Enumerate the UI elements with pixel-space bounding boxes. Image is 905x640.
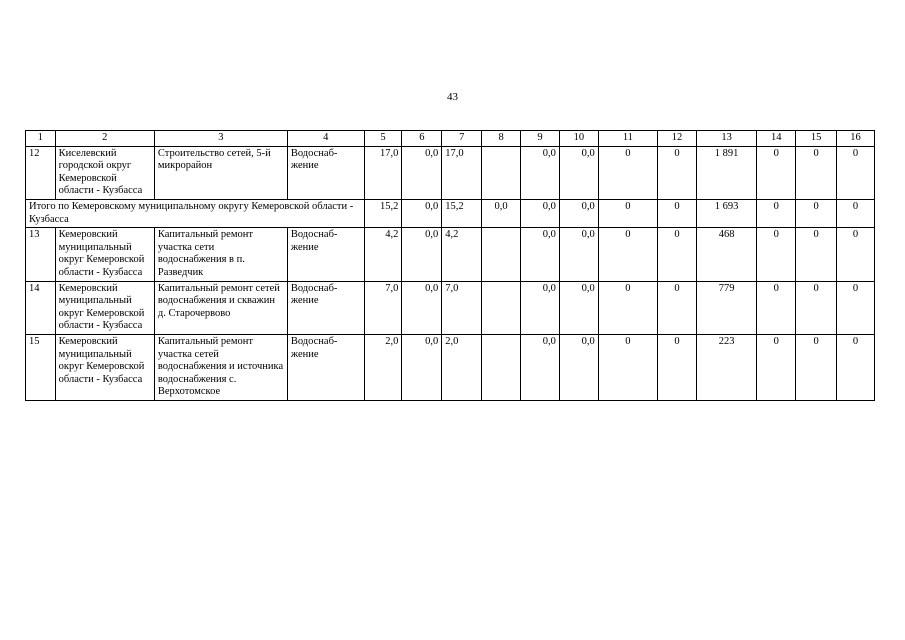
value-cell-7: 17,0: [442, 146, 482, 199]
column-header-16: 16: [837, 131, 875, 147]
value-cell-8: [482, 228, 521, 281]
project-cell: Капитальный ремонт участка сетей водоснабжения и источника водоснабжения с. Верхотомское: [154, 334, 287, 400]
value-cell-16: 0: [837, 228, 875, 281]
column-header-3: 3: [154, 131, 287, 147]
owner-cell: Кемеровский муниципальный округ Кемеровской области - Кузбасса: [55, 228, 154, 281]
value-cell-14: 0: [757, 228, 796, 281]
value-cell-6: 0,0: [402, 199, 442, 227]
header-row: [26, 131, 875, 147]
value-cell-15: 0: [796, 228, 837, 281]
column-header-5: 5: [364, 131, 402, 147]
table-row: [26, 228, 875, 281]
value-cell-13: 468: [696, 228, 756, 281]
value-cell-5: 2,0: [364, 334, 402, 400]
value-cell-14: 0: [757, 146, 796, 199]
value-cell-15: 0: [796, 199, 837, 227]
value-cell-16: 0: [837, 199, 875, 227]
owner-cell: Кемеровский муниципальный округ Кемеровской области - Кузбасса: [55, 281, 154, 334]
column-header-15: 15: [796, 131, 837, 147]
column-header-14: 14: [757, 131, 796, 147]
value-cell-8: 0,0: [482, 199, 521, 227]
value-cell-12: 0: [658, 146, 697, 199]
value-cell-5: 7,0: [364, 281, 402, 334]
value-cell-13: 1 891: [696, 146, 756, 199]
value-cell-14: 0: [757, 281, 796, 334]
table-row: [26, 281, 875, 334]
value-cell-9: 0,0: [521, 334, 560, 400]
value-cell-6: 0,0: [402, 228, 442, 281]
value-cell-15: 0: [796, 334, 837, 400]
value-cell-13: 779: [696, 281, 756, 334]
value-cell-10: 0,0: [559, 146, 598, 199]
project-cell: Капитальный ремонт сетей водоснабжения и скважин д. Старочервово: [154, 281, 287, 334]
value-cell-7: 7,0: [442, 281, 482, 334]
value-cell-5: 15,2: [364, 199, 402, 227]
owner-cell: Киселевский городской округ Кемеровской области - Кузбасса: [55, 146, 154, 199]
value-cell-12: 0: [658, 228, 697, 281]
value-cell-5: 17,0: [364, 146, 402, 199]
value-cell-10: 0,0: [559, 199, 598, 227]
type-cell: Водоснаб-жение: [287, 146, 364, 199]
value-cell-6: 0,0: [402, 281, 442, 334]
column-header-7: 7: [442, 131, 482, 147]
type-cell: Водоснаб-жение: [287, 228, 364, 281]
value-cell-9: 0,0: [521, 199, 560, 227]
value-cell-10: 0,0: [559, 228, 598, 281]
owner-cell: Кемеровский муниципальный округ Кемеровской области - Кузбасса: [55, 334, 154, 400]
table-body: [26, 131, 875, 401]
value-cell-16: 0: [837, 146, 875, 199]
value-cell-14: 0: [757, 334, 796, 400]
value-cell-10: 0,0: [559, 334, 598, 400]
column-header-4: 4: [287, 131, 364, 147]
value-cell-11: 0: [598, 334, 657, 400]
value-cell-15: 0: [796, 281, 837, 334]
value-cell-12: 0: [658, 334, 697, 400]
table-row: [26, 146, 875, 199]
table-row: [26, 334, 875, 400]
type-cell: Водоснаб-жение: [287, 334, 364, 400]
value-cell-16: 0: [837, 334, 875, 400]
value-cell-16: 0: [837, 281, 875, 334]
value-cell-13: 223: [696, 334, 756, 400]
value-cell-10: 0,0: [559, 281, 598, 334]
value-cell-8: [482, 281, 521, 334]
value-cell-11: 0: [598, 228, 657, 281]
type-cell: Водоснаб-жение: [287, 281, 364, 334]
value-cell-13: 1 693: [696, 199, 756, 227]
column-header-6: 6: [402, 131, 442, 147]
column-header-9: 9: [521, 131, 560, 147]
column-header-2: 2: [55, 131, 154, 147]
value-cell-12: 0: [658, 199, 697, 227]
value-cell-7: 4,2: [442, 228, 482, 281]
value-cell-14: 0: [757, 199, 796, 227]
total-label: Итого по Кемеровскому муниципальному округу Кемеровской области - Кузбасса: [26, 199, 365, 227]
value-cell-9: 0,0: [521, 281, 560, 334]
total-row: [26, 199, 875, 227]
value-cell-15: 0: [796, 146, 837, 199]
row-number: 12: [26, 146, 56, 199]
column-header-1: 1: [26, 131, 56, 147]
value-cell-6: 0,0: [402, 334, 442, 400]
value-cell-11: 0: [598, 281, 657, 334]
value-cell-9: 0,0: [521, 228, 560, 281]
page-number: 43: [447, 91, 458, 103]
column-header-13: 13: [696, 131, 756, 147]
value-cell-11: 0: [598, 146, 657, 199]
value-cell-5: 4,2: [364, 228, 402, 281]
column-header-12: 12: [658, 131, 697, 147]
value-cell-7: 15,2: [442, 199, 482, 227]
column-header-11: 11: [598, 131, 657, 147]
value-cell-12: 0: [658, 281, 697, 334]
column-header-8: 8: [482, 131, 521, 147]
row-number: 13: [26, 228, 56, 281]
value-cell-8: [482, 146, 521, 199]
value-cell-8: [482, 334, 521, 400]
value-cell-9: 0,0: [521, 146, 560, 199]
project-cell: Строительство сетей, 5-й микрорайон: [154, 146, 287, 199]
column-header-10: 10: [559, 131, 598, 147]
row-number: 14: [26, 281, 56, 334]
row-number: 15: [26, 334, 56, 400]
investment-table: [25, 130, 875, 401]
value-cell-6: 0,0: [402, 146, 442, 199]
value-cell-11: 0: [598, 199, 657, 227]
value-cell-7: 2,0: [442, 334, 482, 400]
project-cell: Капитальный ремонт участка сети водоснабжения в п. Разведчик: [154, 228, 287, 281]
